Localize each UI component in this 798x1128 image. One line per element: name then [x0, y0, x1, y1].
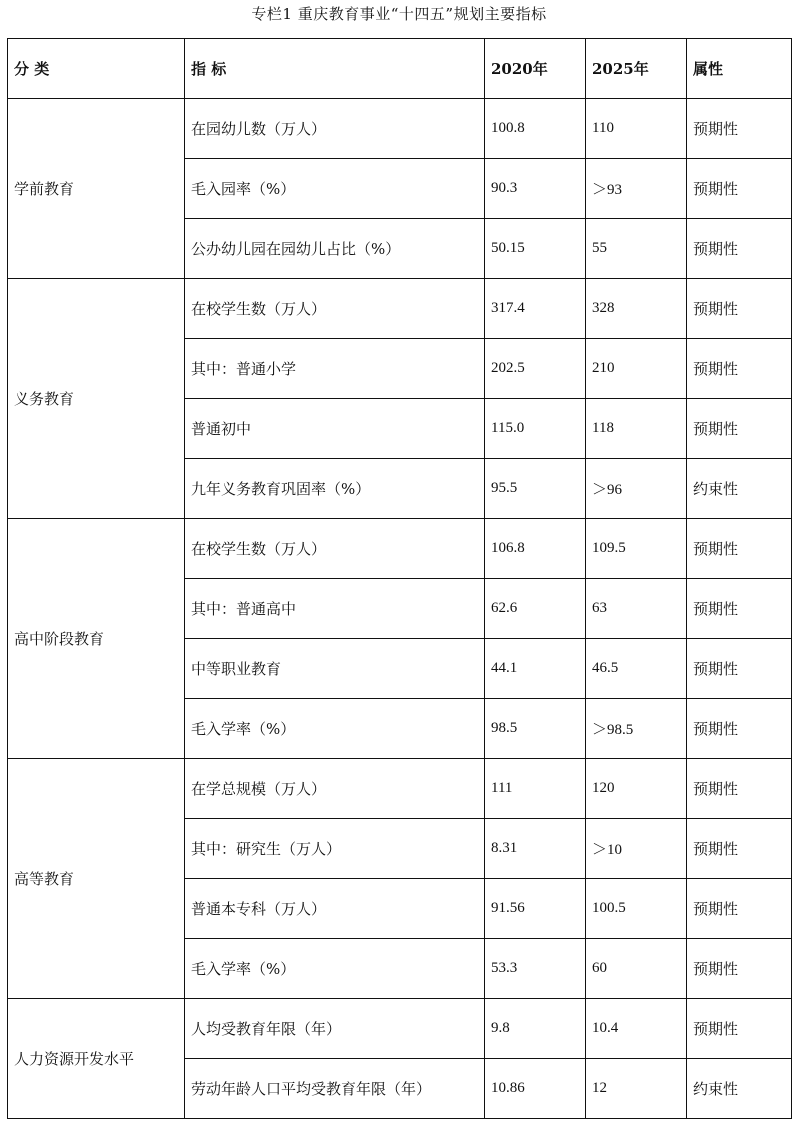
indicator-cell: 普通初中: [185, 399, 485, 459]
indicator-cell: 九年义务教育巩固率（%）: [185, 459, 485, 519]
attribute-cell: 预期性: [687, 579, 792, 639]
attribute-cell: 预期性: [687, 879, 792, 939]
header-2025: 2025年: [586, 39, 687, 99]
table-row: [8, 759, 792, 819]
indicator-cell: 中等职业教育: [185, 639, 485, 699]
attribute-cell: 预期性: [687, 999, 792, 1059]
value-2025-cell: 118: [586, 399, 687, 459]
value-2020-cell: 106.8: [485, 519, 586, 579]
indicator-cell: 其中：普通高中: [185, 579, 485, 639]
value-2020-cell: 53.3: [485, 939, 586, 999]
attribute-cell: 预期性: [687, 399, 792, 459]
value-2025-cell: 46.5: [586, 639, 687, 699]
value-2025-cell: 109.5: [586, 519, 687, 579]
value-2020-cell: 9.8: [485, 999, 586, 1059]
indicator-cell: 其中：普通小学: [185, 339, 485, 399]
value-2025-cell: 110: [586, 99, 687, 159]
value-2025-cell: 328: [586, 279, 687, 339]
attribute-cell: 预期性: [687, 699, 792, 759]
value-2025-cell: ＞10: [586, 819, 687, 879]
table-row: [8, 999, 792, 1059]
attribute-cell: 预期性: [687, 819, 792, 879]
indicator-cell: 公办幼儿园在园幼儿占比（%）: [185, 219, 485, 279]
attribute-cell: 预期性: [687, 639, 792, 699]
value-2025-cell: ＞96: [586, 459, 687, 519]
value-2020-cell: 317.4: [485, 279, 586, 339]
header-row: [8, 39, 792, 99]
indicator-cell: 普通本专科（万人）: [185, 879, 485, 939]
value-2020-cell: 100.8: [485, 99, 586, 159]
table-row: [8, 519, 792, 579]
table-row: [8, 279, 792, 339]
indicator-cell: 在园幼儿数（万人）: [185, 99, 485, 159]
indicator-cell: 毛入园率（%）: [185, 159, 485, 219]
value-2020-cell: 10.86: [485, 1059, 586, 1119]
value-2025-cell: ＞93: [586, 159, 687, 219]
value-2025-cell: 55: [586, 219, 687, 279]
category-cell: 高等教育: [8, 759, 185, 999]
attribute-cell: 约束性: [687, 1059, 792, 1119]
value-2020-cell: 111: [485, 759, 586, 819]
indicator-cell: 其中：研究生（万人）: [185, 819, 485, 879]
value-2020-cell: 98.5: [485, 699, 586, 759]
category-cell: 学前教育: [8, 99, 185, 279]
page-title: 专栏1 重庆教育事业“十四五”规划主要指标: [251, 5, 547, 23]
value-2020-cell: 202.5: [485, 339, 586, 399]
indicator-cell: 毛入学率（%）: [185, 939, 485, 999]
attribute-cell: 预期性: [687, 759, 792, 819]
attribute-cell: 预期性: [687, 519, 792, 579]
category-cell: 高中阶段教育: [8, 519, 185, 759]
value-2020-cell: 91.56: [485, 879, 586, 939]
indicator-cell: 人均受教育年限（年）: [185, 999, 485, 1059]
value-2025-cell: 12: [586, 1059, 687, 1119]
attribute-cell: 预期性: [687, 939, 792, 999]
indicator-cell: 劳动年龄人口平均受教育年限（年）: [185, 1059, 485, 1119]
value-2025-cell: ＞98.5: [586, 699, 687, 759]
indicator-cell: 在校学生数（万人）: [185, 519, 485, 579]
table-row: [8, 99, 792, 159]
category-cell: 人力资源开发水平: [8, 999, 185, 1119]
value-2020-cell: 44.1: [485, 639, 586, 699]
value-2025-cell: 210: [586, 339, 687, 399]
value-2025-cell: 60: [586, 939, 687, 999]
value-2020-cell: 90.3: [485, 159, 586, 219]
value-2025-cell: 63: [586, 579, 687, 639]
attribute-cell: 预期性: [687, 159, 792, 219]
header-2020: 2020年: [485, 39, 586, 99]
header-category: 分 类: [8, 39, 185, 99]
category-cell: 义务教育: [8, 279, 185, 519]
header-attribute: 属性: [687, 39, 792, 99]
attribute-cell: 预期性: [687, 99, 792, 159]
indicator-cell: 毛入学率（%）: [185, 699, 485, 759]
attribute-cell: 预期性: [687, 219, 792, 279]
value-2020-cell: 115.0: [485, 399, 586, 459]
value-2025-cell: 120: [586, 759, 687, 819]
indicator-cell: 在校学生数（万人）: [185, 279, 485, 339]
attribute-cell: 预期性: [687, 279, 792, 339]
value-2020-cell: 8.31: [485, 819, 586, 879]
value-2020-cell: 62.6: [485, 579, 586, 639]
value-2025-cell: 10.4: [586, 999, 687, 1059]
table-body: [8, 99, 792, 1119]
value-2020-cell: 95.5: [485, 459, 586, 519]
indicator-cell: 在学总规模（万人）: [185, 759, 485, 819]
value-2025-cell: 100.5: [586, 879, 687, 939]
indicators-table: [7, 38, 792, 1119]
attribute-cell: 约束性: [687, 459, 792, 519]
value-2020-cell: 50.15: [485, 219, 586, 279]
attribute-cell: 预期性: [687, 339, 792, 399]
header-indicator: 指 标: [185, 39, 485, 99]
